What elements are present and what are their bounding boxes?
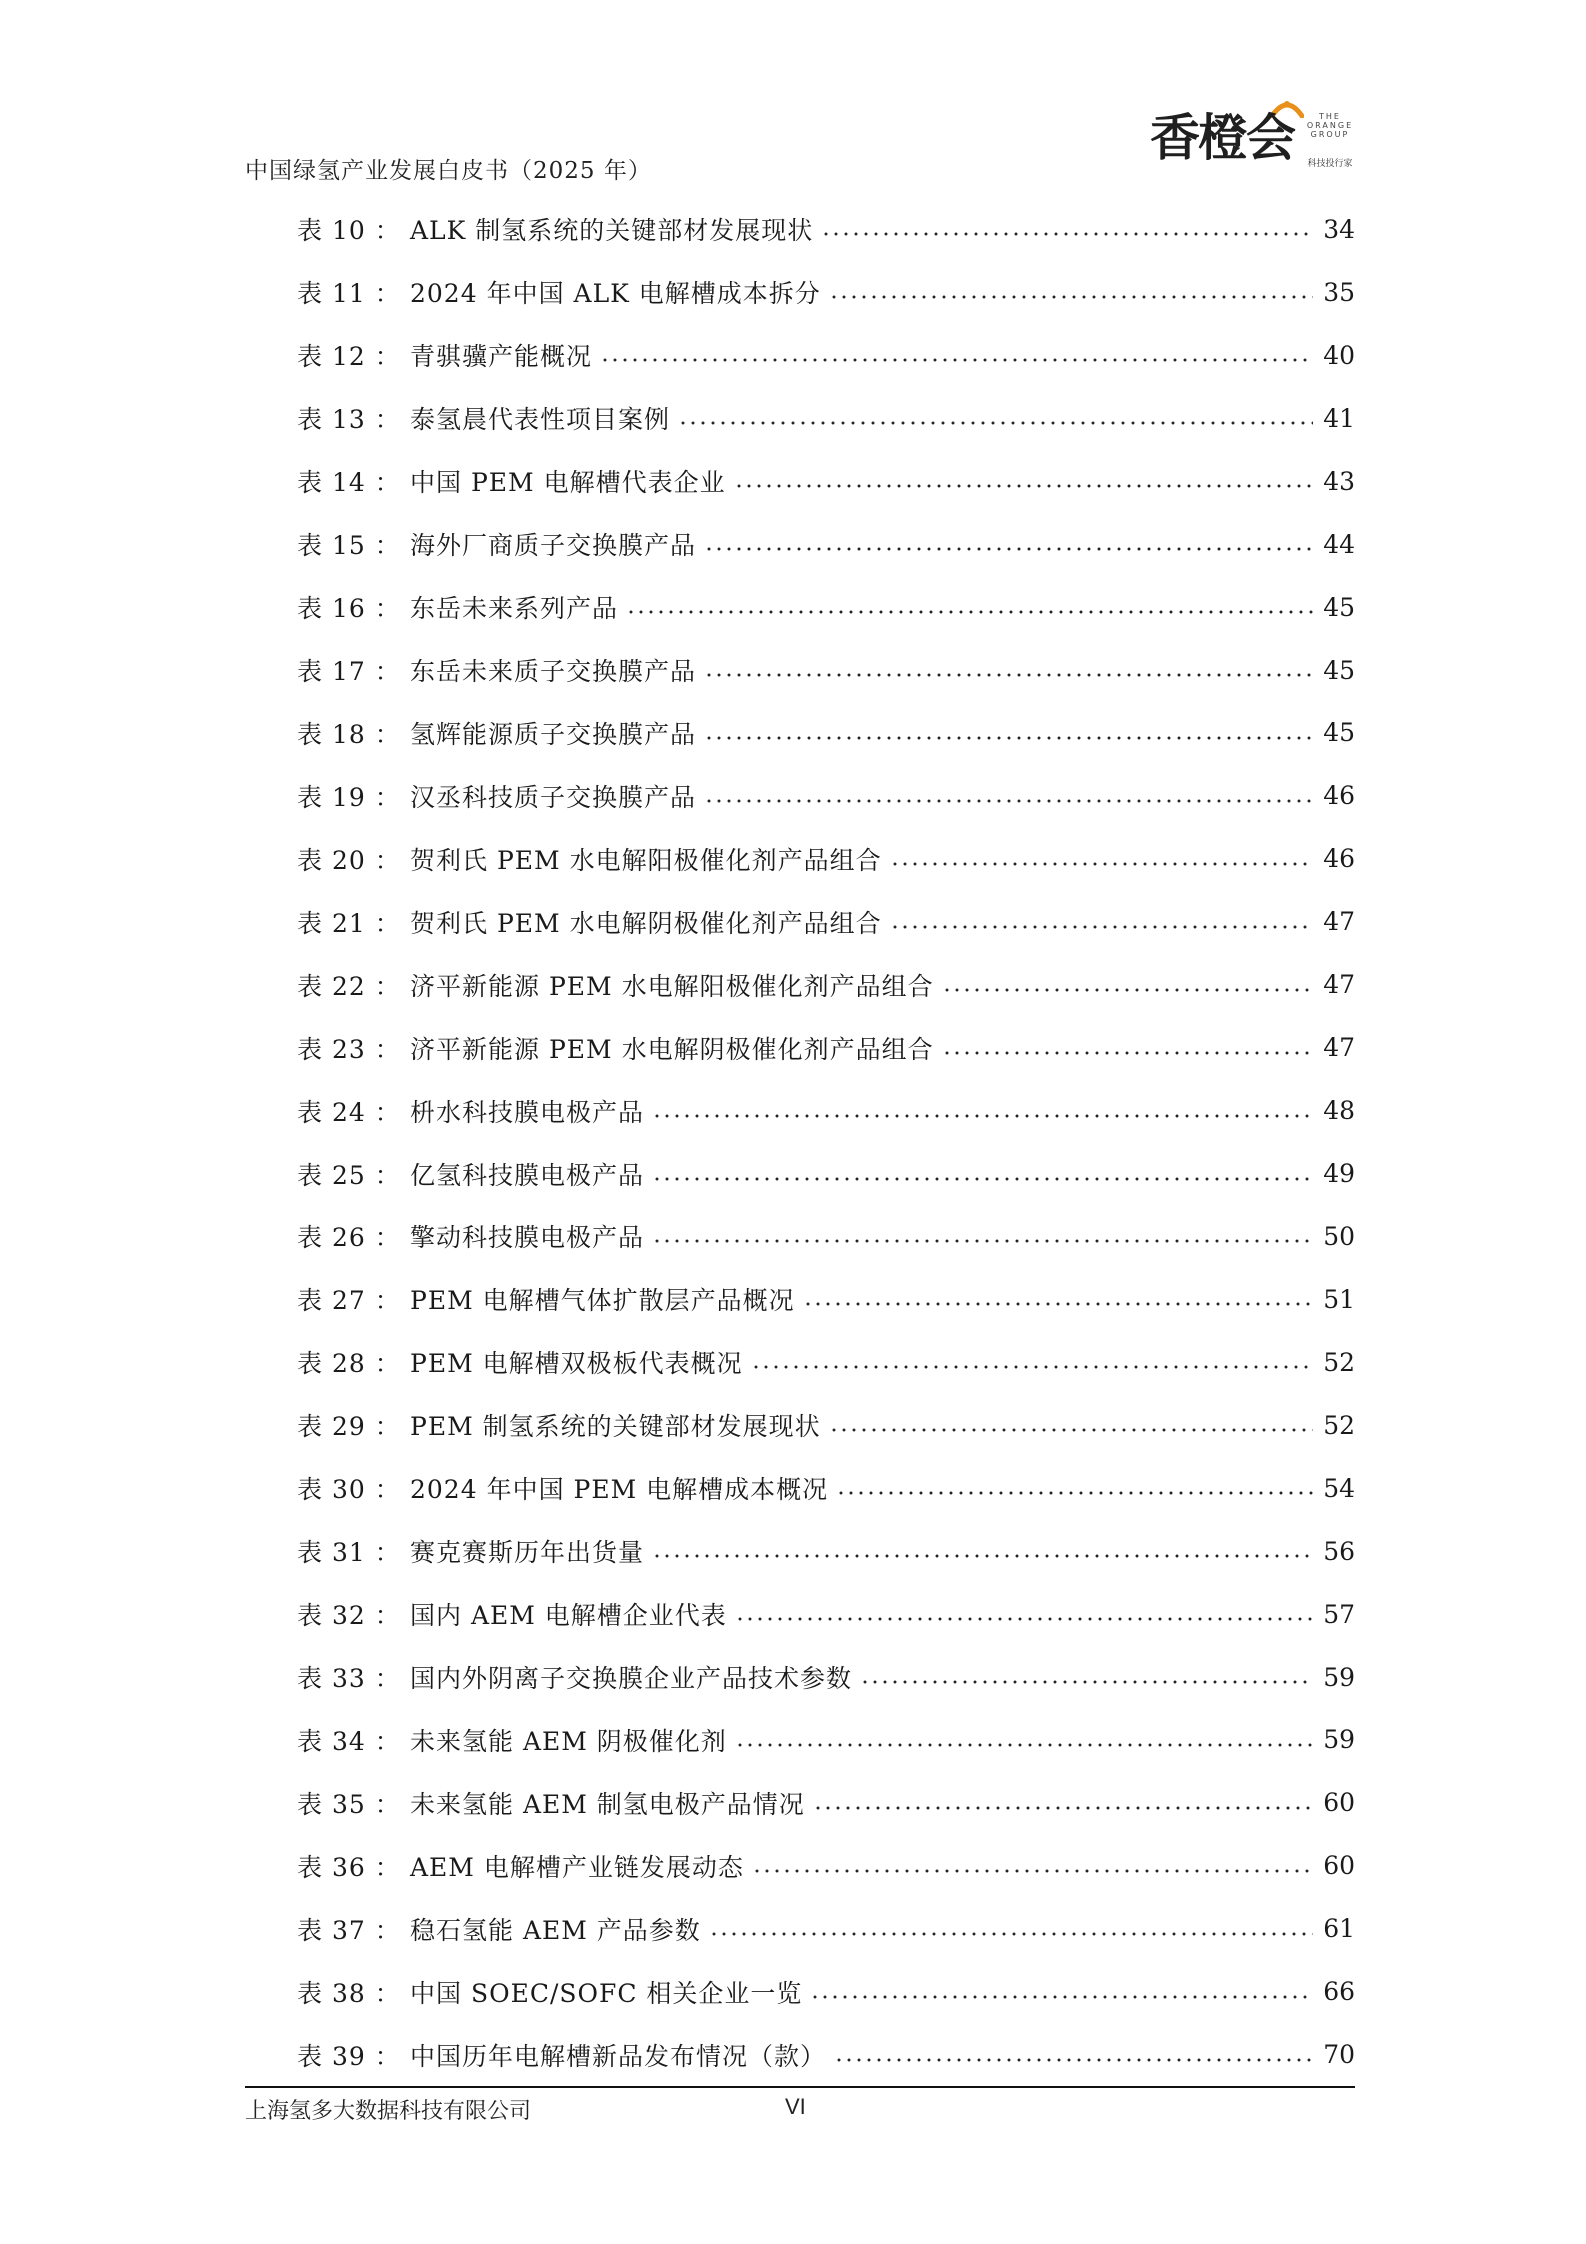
toc-entry-page: 56 bbox=[1323, 1536, 1355, 1566]
toc-dot-leader bbox=[652, 1177, 1313, 1181]
toc-entry-title: 2024 年中国 ALK 电解槽成本拆分 bbox=[410, 279, 821, 309]
toc-entry[interactable] bbox=[297, 2023, 1355, 2086]
toc-entry-number: 表 27 ： bbox=[297, 1286, 401, 1316]
toc-entry-title: 青骐骥产能概况 bbox=[410, 342, 593, 372]
toc-dot-leader bbox=[652, 1239, 1313, 1243]
toc-entry[interactable] bbox=[297, 1771, 1355, 1834]
toc-entry-number: 表 36 ： bbox=[297, 1852, 401, 1882]
toc-dot-leader bbox=[836, 1491, 1313, 1495]
table-of-contents bbox=[297, 198, 1355, 2086]
logo-mark: 香橙会 bbox=[1150, 109, 1294, 167]
toc-entry[interactable] bbox=[297, 1457, 1355, 1520]
toc-entry-title: PEM 电解槽气体扩散层产品概况 bbox=[410, 1286, 795, 1316]
toc-dot-leader bbox=[704, 799, 1313, 803]
toc-entry[interactable] bbox=[297, 324, 1355, 387]
toc-entry-number: 表 31 ： bbox=[297, 1538, 401, 1568]
toc-entry-page: 47 bbox=[1323, 907, 1355, 937]
toc-dot-leader bbox=[810, 1995, 1313, 1999]
toc-dot-leader bbox=[890, 862, 1313, 866]
toc-dot-leader bbox=[704, 736, 1313, 740]
toc-entry-page: 61 bbox=[1323, 1914, 1355, 1944]
toc-entry-title: 中国历年电解槽新品发布情况（款） bbox=[410, 2041, 827, 2071]
toc-dot-leader bbox=[942, 1051, 1313, 1055]
toc-entry-page: 59 bbox=[1323, 1662, 1355, 1692]
toc-entry[interactable] bbox=[297, 1394, 1355, 1457]
toc-entry-title: PEM 电解槽双极板代表概况 bbox=[410, 1349, 743, 1379]
toc-entry-number: 表 30 ： bbox=[297, 1475, 401, 1505]
toc-entry-title: 赛克赛斯历年出货量 bbox=[410, 1538, 645, 1568]
toc-entry-page: 47 bbox=[1323, 970, 1355, 1000]
toc-entry-number: 表 33 ： bbox=[297, 1664, 401, 1694]
toc-dot-leader bbox=[652, 1554, 1313, 1558]
toc-entry-page: 52 bbox=[1323, 1347, 1355, 1377]
toc-dot-leader bbox=[678, 421, 1313, 425]
toc-entry-title: 中国 PEM 电解槽代表企业 bbox=[410, 468, 726, 498]
toc-entry-number: 表 37 ： bbox=[297, 1915, 401, 1945]
logo-english: THE ORANGE GROUP bbox=[1306, 112, 1354, 139]
toc-entry-title: 贺利氏 PEM 水电解阳极催化剂产品组合 bbox=[410, 845, 882, 875]
toc-entry-title: AEM 电解槽产业链发展动态 bbox=[410, 1852, 744, 1882]
toc-dot-leader bbox=[735, 1617, 1313, 1621]
toc-entry-title: PEM 制氢系统的关键部材发展现状 bbox=[410, 1412, 821, 1442]
toc-dot-leader bbox=[834, 2058, 1313, 2062]
toc-entry[interactable] bbox=[297, 1520, 1355, 1583]
toc-dot-leader bbox=[626, 610, 1313, 614]
toc-entry-title: 泰氢晨代表性项目案例 bbox=[410, 405, 671, 435]
footer-divider bbox=[245, 2086, 1355, 2088]
toc-entry-page: 46 bbox=[1323, 844, 1355, 874]
toc-entry[interactable] bbox=[297, 1709, 1355, 1772]
toc-entry-title: 国内 AEM 电解槽企业代表 bbox=[410, 1601, 727, 1631]
toc-entry[interactable] bbox=[297, 827, 1355, 890]
toc-entry-title: 枡水科技膜电极产品 bbox=[410, 1097, 645, 1127]
toc-entry-title: 2024 年中国 PEM 电解槽成本概况 bbox=[410, 1475, 829, 1505]
toc-entry-number: 表 28 ： bbox=[297, 1349, 401, 1379]
footer-company: 上海氢多大数据科技有限公司 bbox=[245, 2099, 532, 2124]
toc-entry[interactable] bbox=[297, 702, 1355, 765]
toc-entry-page: 45 bbox=[1323, 718, 1355, 748]
toc-entry[interactable] bbox=[297, 450, 1355, 513]
toc-entry-page: 60 bbox=[1323, 1788, 1355, 1818]
toc-entry-number: 表 22 ： bbox=[297, 971, 401, 1001]
toc-entry-page: 41 bbox=[1323, 403, 1355, 433]
toc-dot-leader bbox=[821, 232, 1313, 236]
toc-entry-page: 46 bbox=[1323, 781, 1355, 811]
toc-dot-leader bbox=[600, 358, 1313, 362]
toc-dot-leader bbox=[704, 547, 1313, 551]
toc-entry[interactable] bbox=[297, 1016, 1355, 1079]
toc-entry-page: 43 bbox=[1323, 466, 1355, 496]
toc-entry-title: 济平新能源 PEM 水电解阳极催化剂产品组合 bbox=[410, 971, 934, 1001]
toc-entry-page: 50 bbox=[1323, 1221, 1355, 1251]
toc-entry-page: 52 bbox=[1323, 1410, 1355, 1440]
toc-entry[interactable] bbox=[297, 953, 1355, 1016]
toc-dot-leader bbox=[751, 1365, 1313, 1369]
toc-entry[interactable] bbox=[297, 1079, 1355, 1142]
toc-entry-page: 45 bbox=[1323, 592, 1355, 622]
toc-entry-page: 54 bbox=[1323, 1473, 1355, 1503]
toc-entry-page: 59 bbox=[1323, 1725, 1355, 1755]
toc-dot-leader bbox=[752, 1869, 1313, 1873]
toc-entry-title: 贺利氏 PEM 水电解阴极催化剂产品组合 bbox=[410, 908, 882, 938]
toc-entry-page: 34 bbox=[1323, 214, 1355, 244]
toc-dot-leader bbox=[709, 1932, 1313, 1936]
logo-subtitle: 科技投行家 bbox=[1307, 159, 1353, 169]
toc-entry[interactable] bbox=[297, 387, 1355, 450]
toc-entry-title: 中国 SOEC/SOFC 相关企业一览 bbox=[410, 1978, 803, 2008]
toc-entry-number: 表 16 ： bbox=[297, 594, 401, 624]
toc-entry-number: 表 13 ： bbox=[297, 405, 401, 435]
toc-entry[interactable] bbox=[297, 513, 1355, 576]
toc-dot-leader bbox=[734, 484, 1313, 488]
toc-entry-title: 稳石氢能 AEM 产品参数 bbox=[410, 1915, 701, 1945]
toc-entry-number: 表 18 ： bbox=[297, 719, 401, 749]
toc-dot-leader bbox=[735, 1743, 1313, 1747]
toc-entry[interactable] bbox=[297, 890, 1355, 953]
toc-dot-leader bbox=[813, 1806, 1313, 1810]
toc-entry-page: 60 bbox=[1323, 1851, 1355, 1881]
toc-entry-title: 东岳未来系列产品 bbox=[410, 594, 619, 624]
toc-entry[interactable] bbox=[297, 1583, 1355, 1646]
toc-entry[interactable] bbox=[297, 261, 1355, 324]
toc-entry-number: 表 23 ： bbox=[297, 1034, 401, 1064]
toc-entry-number: 表 19 ： bbox=[297, 782, 401, 812]
toc-entry-page: 49 bbox=[1323, 1159, 1355, 1189]
toc-entry-number: 表 38 ： bbox=[297, 1978, 401, 2008]
toc-entry[interactable] bbox=[297, 1834, 1355, 1897]
toc-entry-number: 表 25 ： bbox=[297, 1160, 401, 1190]
toc-entry-number: 表 24 ： bbox=[297, 1097, 401, 1127]
toc-entry-number: 表 12 ： bbox=[297, 342, 401, 372]
toc-entry[interactable] bbox=[297, 1268, 1355, 1331]
toc-entry[interactable] bbox=[297, 576, 1355, 639]
toc-entry-number: 表 39 ： bbox=[297, 2041, 401, 2071]
toc-entry-number: 表 34 ： bbox=[297, 1726, 401, 1756]
toc-entry-page: 57 bbox=[1323, 1599, 1355, 1629]
toc-entry[interactable] bbox=[297, 1142, 1355, 1205]
toc-entry-page: 51 bbox=[1323, 1284, 1355, 1314]
toc-dot-leader bbox=[829, 295, 1313, 299]
toc-dot-leader bbox=[860, 1680, 1313, 1684]
toc-entry-title: 汉丞科技质子交换膜产品 bbox=[410, 782, 697, 812]
toc-entry-title: 亿氢科技膜电极产品 bbox=[410, 1160, 645, 1190]
logo bbox=[1150, 98, 1360, 176]
toc-entry-page: 47 bbox=[1323, 1033, 1355, 1063]
toc-entry-number: 表 17 ： bbox=[297, 657, 401, 687]
toc-entry-page: 48 bbox=[1323, 1096, 1355, 1126]
toc-entry-title: 东岳未来质子交换膜产品 bbox=[410, 657, 697, 687]
toc-entry-number: 表 10 ： bbox=[297, 216, 401, 246]
toc-entry-title: 擎动科技膜电极产品 bbox=[410, 1223, 645, 1253]
toc-dot-leader bbox=[652, 1114, 1313, 1118]
toc-entry-page: 35 bbox=[1323, 277, 1355, 307]
toc-entry[interactable] bbox=[297, 639, 1355, 702]
toc-entry-title: ALK 制氢系统的关键部材发展现状 bbox=[410, 216, 814, 246]
toc-entry-title: 氢辉能源质子交换膜产品 bbox=[410, 719, 697, 749]
page-number: VI bbox=[785, 2094, 806, 2119]
document-title: 中国绿氢产业发展白皮书（2025 年） bbox=[245, 158, 652, 184]
toc-entry[interactable] bbox=[297, 1960, 1355, 2023]
toc-entry-page: 45 bbox=[1323, 655, 1355, 685]
toc-entry[interactable] bbox=[297, 198, 1355, 261]
toc-entry-number: 表 15 ： bbox=[297, 531, 401, 561]
toc-entry[interactable] bbox=[297, 1205, 1355, 1268]
toc-entry-number: 表 32 ： bbox=[297, 1601, 401, 1631]
toc-entry-title: 国内外阴离子交换膜企业产品技术参数 bbox=[410, 1664, 853, 1694]
toc-entry-page: 66 bbox=[1323, 1977, 1355, 2007]
toc-dot-leader bbox=[829, 1428, 1313, 1432]
toc-entry-number: 表 20 ： bbox=[297, 845, 401, 875]
toc-entry-title: 济平新能源 PEM 水电解阴极催化剂产品组合 bbox=[410, 1034, 934, 1064]
toc-entry-number: 表 14 ： bbox=[297, 468, 401, 498]
toc-dot-leader bbox=[803, 1302, 1313, 1306]
toc-entry-number: 表 11 ： bbox=[297, 279, 401, 309]
toc-dot-leader bbox=[942, 988, 1313, 992]
toc-entry-page: 44 bbox=[1323, 529, 1355, 559]
toc-dot-leader bbox=[704, 673, 1313, 677]
toc-entry[interactable] bbox=[297, 1646, 1355, 1709]
toc-dot-leader bbox=[890, 925, 1313, 929]
toc-entry[interactable] bbox=[297, 764, 1355, 827]
toc-entry[interactable] bbox=[297, 1897, 1355, 1960]
toc-entry-number: 表 35 ： bbox=[297, 1789, 401, 1819]
toc-entry-title: 未来氢能 AEM 阴极催化剂 bbox=[410, 1726, 727, 1756]
toc-entry[interactable] bbox=[297, 1331, 1355, 1394]
toc-entry-title: 海外厂商质子交换膜产品 bbox=[410, 531, 697, 561]
toc-entry-number: 表 29 ： bbox=[297, 1412, 401, 1442]
toc-entry-page: 70 bbox=[1323, 2040, 1355, 2070]
toc-entry-number: 表 21 ： bbox=[297, 908, 401, 938]
toc-entry-number: 表 26 ： bbox=[297, 1223, 401, 1253]
toc-entry-page: 40 bbox=[1323, 340, 1355, 370]
toc-entry-title: 未来氢能 AEM 制氢电极产品情况 bbox=[410, 1789, 805, 1819]
